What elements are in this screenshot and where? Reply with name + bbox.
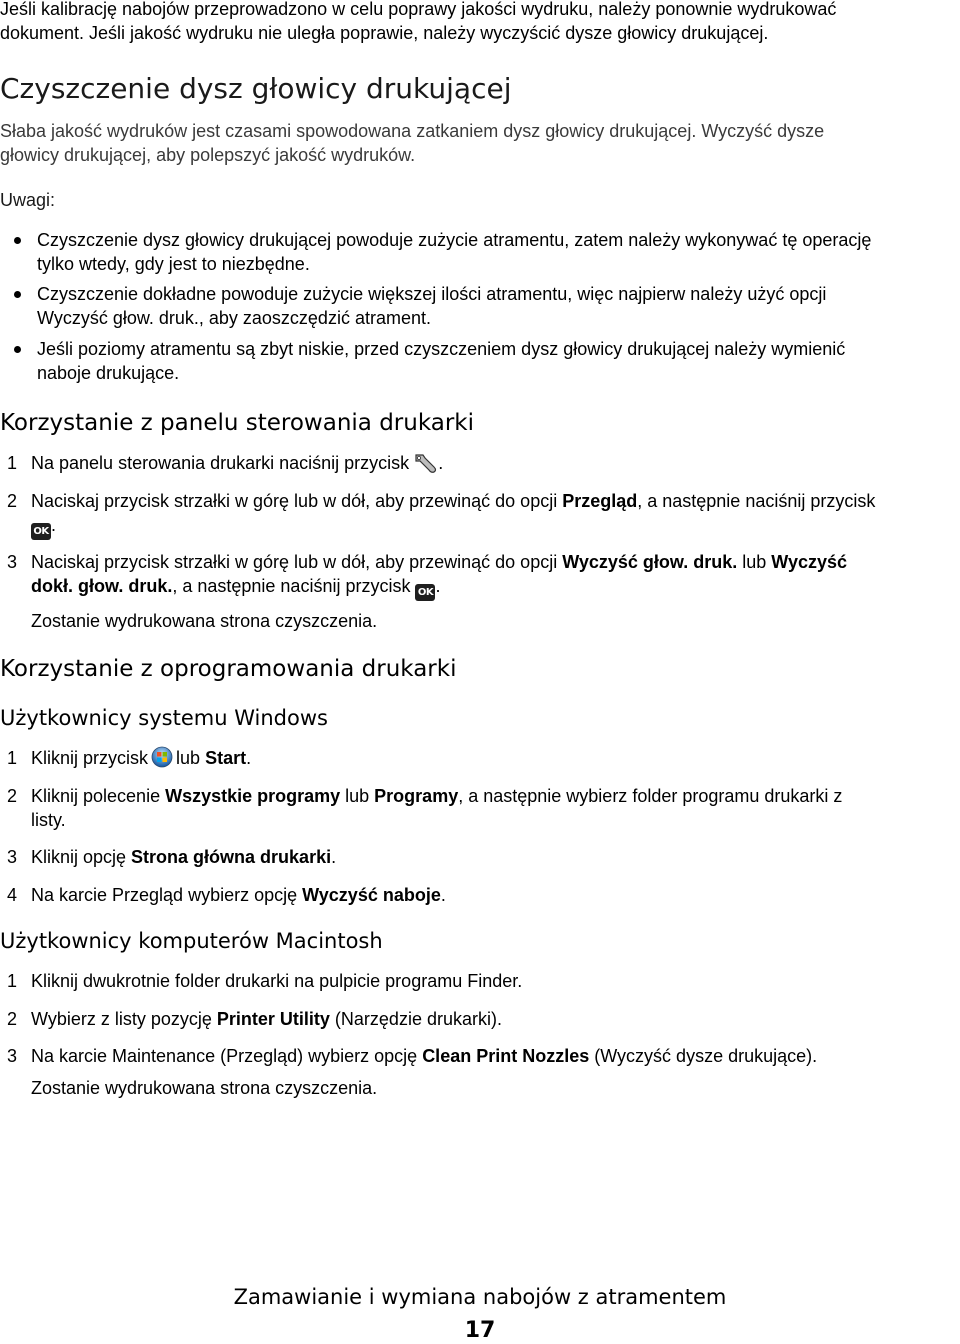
windows-step-1: [0, 746, 958, 770]
step-option: Strona główna drukarki: [131, 847, 332, 867]
intro-line-2: dokument. Jeśli jakość wydruku nie uległa poprawie, należy wyczyścić dysze głowicy drukującej.: [0, 23, 769, 43]
step-number: 2: [7, 1009, 18, 1029]
step-option: Programy: [374, 786, 459, 806]
step-number: 2: [7, 786, 18, 806]
step-text: lub: [340, 786, 375, 806]
step-result: Zostanie wydrukowana strona czyszczenia.: [31, 1078, 378, 1098]
intro-line-1: Jeśli kalibrację nabojów przeprowadzono w celu poprawy jakości wydruku, należy ponownie wydrukować: [0, 0, 837, 19]
step-option: Przegląd: [562, 491, 638, 511]
panel-step-1: [0, 451, 958, 475]
step-number: 4: [7, 885, 18, 905]
step-text: Kliknij opcję: [31, 847, 132, 867]
step-text: , a następnie naciśnij przycisk: [172, 576, 411, 596]
panel-step-2: [0, 489, 958, 537]
step-option: dokł. głow. druk.: [31, 576, 173, 596]
step-result: Zostanie wydrukowana strona czyszczenia.: [31, 611, 378, 631]
windows-step-4: [0, 883, 958, 907]
step-number: 1: [7, 453, 18, 473]
step-number: 2: [7, 491, 18, 511]
note-item: [0, 228, 958, 276]
step-option: Wyczyść głow. druk.: [562, 552, 738, 572]
note-line: naboje drukujące.: [37, 363, 180, 383]
ok-icon: OK: [31, 523, 51, 540]
windows-step-3: [0, 845, 958, 869]
step-number: 1: [7, 748, 18, 768]
step-option: Printer Utility: [216, 1009, 330, 1029]
footer-chapter-title: Zamawianie i wymiana nabojów z atramentem: [233, 1285, 727, 1309]
step-text: listy.: [31, 810, 66, 830]
section-desc-line-1: Słaba jakość wydruków jest czasami spowodowana zatkaniem dysz głowicy drukującej. Wyczyść dysze: [0, 121, 825, 141]
windows-start-icon: [151, 746, 173, 774]
step-text: , a następnie naciśnij przycisk: [637, 491, 876, 511]
mac-step-3: [0, 1044, 958, 1102]
step-option: Wyczyść naboje: [302, 885, 441, 905]
ok-icon: OK: [415, 584, 435, 601]
step-option: Clean Print Nozzles: [422, 1046, 590, 1066]
step-number: 3: [7, 847, 18, 867]
bullet-icon: [14, 346, 21, 353]
step-text: Kliknij przycisk: [31, 748, 149, 768]
note-line: tylko wtedy, gdy jest to niezbędne.: [37, 254, 310, 274]
step-text: Kliknij polecenie: [31, 786, 166, 806]
software-title: Korzystanie z oprogramowania drukarki: [0, 656, 457, 682]
notes-label: Uwagi:: [0, 190, 56, 210]
note-line: Wyczyść głow. druk., aby zaoszczędzić atrament.: [37, 308, 431, 328]
step-text: (Wyczyść dysze drukujące).: [589, 1046, 818, 1066]
windows-title: Użytkownicy systemu Windows: [0, 706, 328, 730]
step-text: , a następnie wybierz folder programu drukarki z: [458, 786, 843, 806]
step-text: (Narzędzie drukarki).: [329, 1009, 502, 1029]
note-line: Czyszczenie dysz głowicy drukującej powoduje zużycie atramentu, zatem należy wykonywać tę operację: [37, 230, 872, 250]
step-text: lub: [737, 552, 772, 572]
step-text: Kliknij dwukrotnie folder drukarki na pulpicie programu Finder.: [31, 971, 523, 991]
step-number: 3: [7, 552, 18, 572]
note-item: [0, 337, 958, 385]
step-end: .: [438, 453, 444, 473]
step-end: .: [440, 885, 446, 905]
step-number: 3: [7, 1046, 18, 1066]
note-line: Jeśli poziomy atramentu są zbyt niskie, przed czyszczeniem dysz głowicy drukującej należy wymienić: [37, 339, 846, 359]
step-end: .: [331, 847, 337, 867]
step-option: Wyczyść: [771, 552, 848, 572]
mac-step-2: [0, 1007, 958, 1031]
step-text: lub: [176, 748, 206, 768]
note-line: Czyszczenie dokładne powoduje zużycie większej ilości atramentu, więc najpierw należy użyć opcji: [37, 284, 827, 304]
step-text: Na karcie Przegląd wybierz opcję: [31, 885, 303, 905]
panel-step-3: [0, 550, 958, 632]
step-text: Wybierz z listy pozycję: [31, 1009, 217, 1029]
step-end: .: [51, 515, 57, 535]
section-title: Czyszczenie dysz głowicy drukującej: [0, 72, 512, 105]
step-end: .: [246, 748, 252, 768]
step-end: .: [435, 576, 441, 596]
section-desc-line-2: głowicy drukującej, aby polepszyć jakość wydruków.: [0, 145, 416, 165]
bullet-icon: [14, 237, 21, 244]
step-text: Na karcie Maintenance (Przegląd) wybierz opcję: [31, 1046, 423, 1066]
step-number: 1: [7, 971, 18, 991]
bullet-icon: [14, 291, 21, 298]
page-number: 17: [464, 1318, 496, 1343]
note-item: [0, 282, 958, 330]
step-option: Wszystkie programy: [165, 786, 341, 806]
panel-title: Korzystanie z panelu sterowania drukarki: [0, 410, 475, 436]
mac-title: Użytkownicy komputerów Macintosh: [0, 929, 383, 953]
step-text: Naciskaj przycisk strzałki w górę lub w dół, aby przewinąć do opcji: [31, 552, 563, 572]
step-text: Naciskaj przycisk strzałki w górę lub w dół, aby przewinąć do opcji: [31, 491, 563, 511]
step-text: Na panelu sterowania drukarki naciśnij przycisk: [31, 453, 410, 473]
mac-step-1: [0, 969, 958, 993]
wrench-icon: [414, 453, 438, 479]
windows-step-2: [0, 784, 958, 832]
step-option: Start: [205, 748, 247, 768]
